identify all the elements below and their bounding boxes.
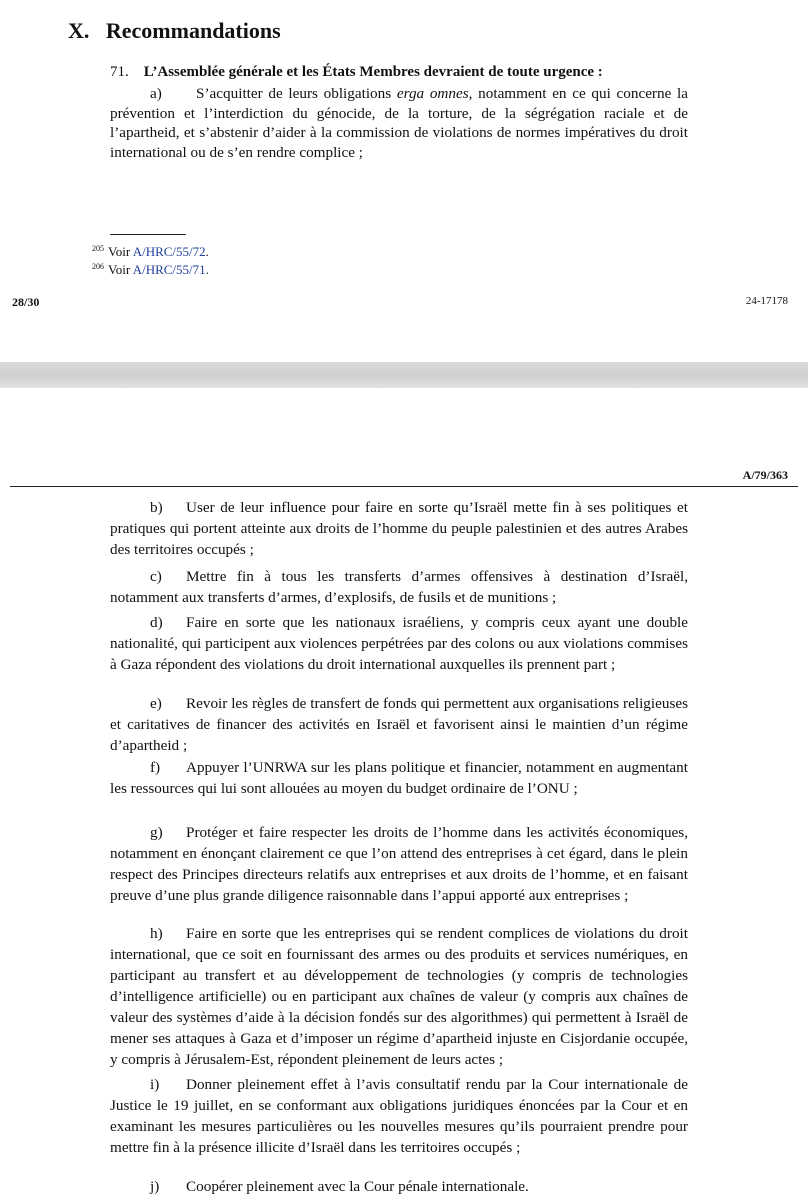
footnote-prefix: Voir: [108, 262, 133, 277]
page-top-margin: [0, 388, 808, 468]
footnote-separator: [110, 234, 186, 235]
item-text: Donner pleinement effet à l’avis consultatif rendu par la Cour internationale de Justice le 19 juillet, en se conformant aux obligations juridiques énoncées par la Cour et en examinant les mesures particulières ou les nouvelles mesures qu’ils pourraient prendre pour mettre fin à la présence illicite d’Israël dans les territoires occupés ;: [110, 1076, 688, 1156]
item-label: f): [150, 759, 161, 776]
footnote-number: 205: [92, 244, 104, 253]
document-page-28: [0, 0, 808, 362]
item-text: , notamment en ce qui concerne la prévention et l’interdiction du génocide, de la torture, de la ségrégation raciale et de l’apartheid, et s’abstenir d’aider à la commission de violations de normes impératives du droit international ou de s’en rendre complice ;: [110, 85, 688, 161]
item-text: Faire en sorte que les entreprises qui se rendent complices de violations du droit international, que ce soit en fournissant des armes ou des produits et services numériques, en participant au transfert et au développement de technologies (y compris de technologies d’intelligence artificielle) ou en participant aux chaînes de valeur (y compris aux chaînes de valeur des systèmes d’aide à la décision fondés sur des algorithmes) qui permettent à Israël de mener ses attaques à Gaza et d’imposer un régime d’apartheid injuste en Cisjordanie occupée, y compris à Jérusalem-Est, répondent pleinement de leurs actes ;: [110, 925, 688, 1068]
item-text: User de leur influence pour faire en sorte qu’Israël mette fin à ses politiques et pratiques qui portent atteinte aux droits de l’homme du peuple palestinien et des autres Arabes des territoires occupés ;: [110, 499, 688, 558]
item-c: [110, 566, 688, 608]
item-text: Revoir les règles de transfert de fonds qui permettent aux organisations religieuses et caritatives de financer des activités en Israël et favorisent ainsi le maintien d’un régime d’apartheid ;: [110, 695, 688, 754]
paragraph-number: 71.: [110, 64, 129, 80]
page-break: [0, 362, 808, 388]
paragraph-heading-text: L’Assemblée générale et les États Membres devraient de toute urgence :: [143, 64, 603, 80]
footnote-link[interactable]: A/HRC/55/71: [132, 262, 206, 277]
item-label: e): [150, 695, 162, 712]
item-e: [110, 693, 688, 756]
page-number: 28/30: [12, 295, 40, 309]
item-label: d): [150, 614, 163, 631]
item-label: i): [150, 1076, 160, 1093]
footnote-suffix: .: [205, 262, 209, 277]
item-f: [110, 757, 688, 799]
item-h: [110, 923, 688, 1070]
item-text: Mettre fin à tous les transferts d’armes offensives à destination d’Israël, notamment aux transferts d’armes, d’explosifs, de fusils et de munitions ;: [110, 568, 688, 606]
item-d: [110, 612, 688, 675]
footnote-206: [92, 262, 209, 278]
item-label: j): [150, 1178, 160, 1195]
item-label: h): [150, 925, 163, 942]
item-text: Coopérer pleinement avec la Cour pénale internationale.: [186, 1178, 529, 1195]
item-text-italic: erga omnes: [396, 85, 469, 102]
item-label: c): [150, 568, 162, 585]
item-text: Appuyer l’UNRWA sur les plans politique et financier, notamment en augmentant les ressources qui lui sont allouées au moyen du budget ordinaire de l’ONU ;: [110, 759, 688, 797]
item-b: [110, 497, 688, 560]
item-a: [110, 84, 688, 162]
item-i: [110, 1074, 688, 1158]
item-label: a): [150, 85, 162, 102]
footnote-prefix: Voir: [108, 244, 133, 259]
footnote-suffix: .: [205, 244, 209, 259]
paragraph-71-heading: [110, 64, 690, 81]
item-text: Faire en sorte que les nationaux israéliens, y compris ceux ayant une double nationalité, qui participent aux violences perpétrées par des colons ou aux violations commises à Gaza répondent des violations du droit international auxquelles ils prennent part ;: [110, 614, 688, 673]
item-g: [110, 822, 688, 906]
item-label: g): [150, 824, 163, 841]
document-symbol: A/79/363: [742, 468, 788, 482]
item-label: b): [150, 499, 163, 516]
item-text: S’acquitter de leurs obligations: [196, 85, 397, 102]
footnote-205: [92, 244, 209, 260]
item-j: [110, 1176, 688, 1197]
item-text: Protéger et faire respecter les droits de l’homme dans les activités économiques, notamment en énonçant clairement ce que l’on attend des entreprises à cet égard, dans le plein respect des Principes directeurs relatifs aux entreprises et aux droits de l’homme, et en faisant preuve d’une plus grande diligence raisonnable dans l’appui apporté aux entreprises ;: [110, 824, 688, 904]
footnote-link[interactable]: A/HRC/55/72: [132, 244, 206, 259]
section-title: X. Recommandations: [68, 18, 281, 43]
header-rule: [10, 486, 798, 487]
footnote-number: 206: [92, 262, 104, 271]
job-number: 24-17178: [745, 295, 788, 307]
